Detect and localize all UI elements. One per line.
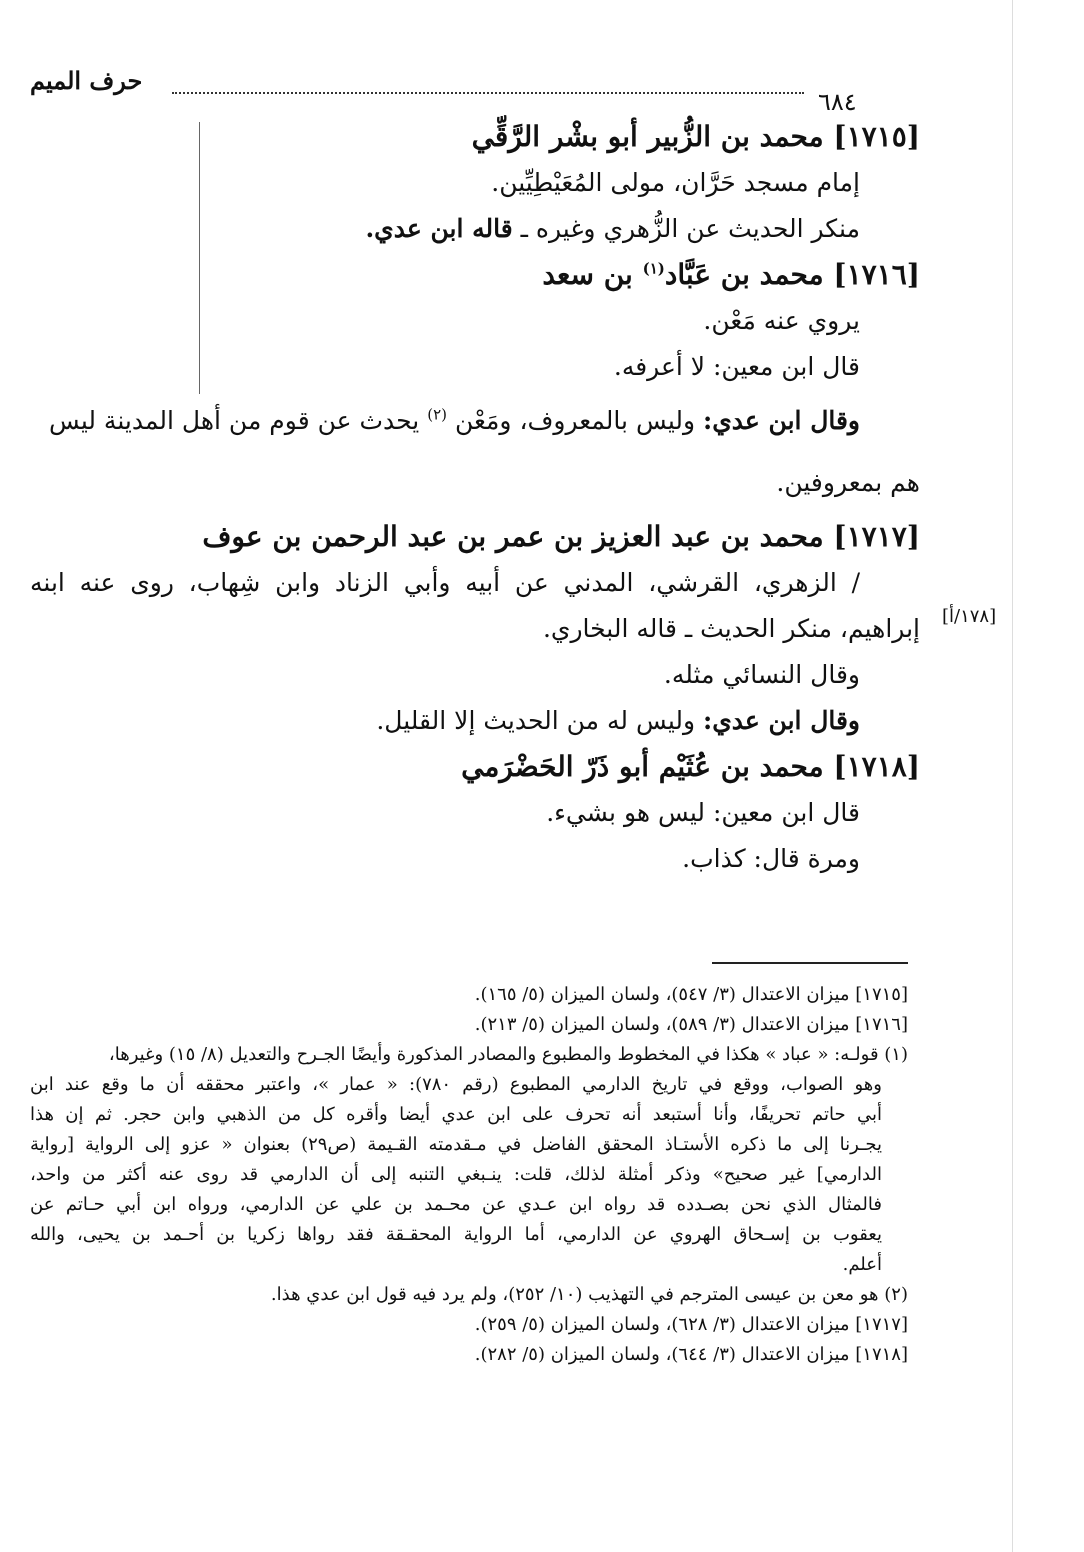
entry-1715-title: [١٧١٥] محمد بن الزُّبير أبو بشْر الرَّقِّي [471,120,920,153]
footnote-1-line-6: فالمثال الذي نحن بصـدده قد رواه ابن عـدي عن محـمد بن علي عن الدارمي، ورواه ابن أبي حـاتم عن [30,1194,882,1215]
chapter-title: حرف الميم [30,66,143,95]
folio-marker: [١٧٨/أ] [942,606,997,627]
entry-1715-line-1: إمام مسجد حَرَّان، مولى المُعَيْطِيِّين. [491,168,860,197]
entry-1717-title: [١٧١٧] محمد بن عبد العزيز بن عمر بن عبد الرحمن بن عوف [202,520,920,553]
entry-1717-line-3: وقال النسائي مثله. [663,660,860,689]
entry-1718-title: [١٧١٨] محمد بن عُثَيْم أبو ذَرّ الحَضْرَمي [461,750,920,783]
entry-1716-line-2: قال ابن معين: لا أعرفه. [613,352,860,381]
entry-1717-line-2: إبراهيم، منكر الحديث ـ قاله البخاري. [542,614,920,643]
entry-1717-line-1: / الزهري، القرشي، المدني عن أبيه وأبي الزناد وابن شِهاب، روى عنه ابنه [30,568,860,597]
entry-1716-line-4: هم بمعروفين. [776,468,920,497]
footnote-1-line-4: يجـرنا إلى ما ذكره الأستـاذ المحقق الفاضل في مـقدمته القـيمة (ص٢٩) بعنوان « عزو إلى الرواية [رواية [30,1134,883,1155]
entry-1718-line-2: ومرة قال: كذاب. [682,844,860,873]
footnote-1717: [١٧١٧] ميزان الاعتدال (٣/ ٦٢٨)، ولسان الميزان (٥/ ٢٥٩). [474,1314,908,1335]
footnote-1-line-2: وهو الصواب، ووقع في تاريخ الدارمي المطبوع (رقم ٧٨٠): « عمار »، واعتبر محققه أن ما وقع عند ابن [30,1074,882,1095]
page-number: ٦٨٤ [818,88,857,116]
entry-1718-line-1: قال ابن معين: ليس هو بشيء. [546,798,860,827]
page-edge-line [1012,0,1013,1552]
footnote-1-line-3: أبي حاتم تحريفًا، وأنا أستبعد أنه تحرف على ابن عدي أيضا وأقره كل من الذهبي وابن حجر. ثم إن هذا [30,1104,882,1125]
footnote-1-line-1: (١) قولـه: « عباد » هكذا في المخطوط والمطبوع والمصادر المذكورة وأيضًا الجـرح والتعديل (٨/ ١٥) وغيرها، [108,1044,908,1065]
footnote-rule [712,962,908,964]
entry-1716-title: [١٧١٦] محمد بن عَبَّاد$^{(١)}$ بن سعد [542,258,920,291]
footnotes [30,980,908,1370]
footnote-1715: [١٧١٥] ميزان الاعتدال (٣/ ٥٤٧)، ولسان الميزان (٥/ ١٦٥). [474,984,908,1005]
entry-1715-line-2: منكر الحديث عن الزُّهري وغيره ـ قاله ابن عدي. [365,214,860,243]
entry-1716-line-1: يروي عنه مَعْن. [703,306,860,335]
footnote-1718: [١٧١٨] ميزان الاعتدال (٣/ ٦٤٤)، ولسان الميزان (٥/ ٢٨٢). [474,1344,908,1365]
header-rule [172,92,804,94]
footnote-1716: [١٧١٦] ميزان الاعتدال (٣/ ٥٨٩)، ولسان الميزان (٥/ ٢١٣). [474,1014,908,1035]
entry-1717-line-4: وقال ابن عدي: وليس له من الحديث إلا القليل. [376,706,860,735]
entry-1716-line-3: وقال ابن عدي: وليس بالمعروف، ومَعْن $^{(٢)}$ يحدث عن قوم من أهل المدينة ليس [48,405,860,435]
footnote-2: (٢) هو معن بن عيسى المترجم في التهذيب (١٠/ ٢٥٢)، ولم يرد فيه قول ابن عدي هذا. [270,1284,908,1305]
main-text [30,114,920,882]
footnote-1-line-8: أعلم. [842,1254,882,1275]
footnote-1-line-7: يعقوب بن إسـحاق الهروي عن الدارمي، أما الرواية المحقـقة فقد رواها زكريا بن أحـمد بن يحيى، والله [30,1224,882,1245]
footnote-1-line-5: الدارمي] غير صحيح» وذكر أمثلة لذلك، قلت: ينـبغي التنبه إلى أن الدارمي قد روى عنه أكثر من واحد، [30,1164,882,1185]
